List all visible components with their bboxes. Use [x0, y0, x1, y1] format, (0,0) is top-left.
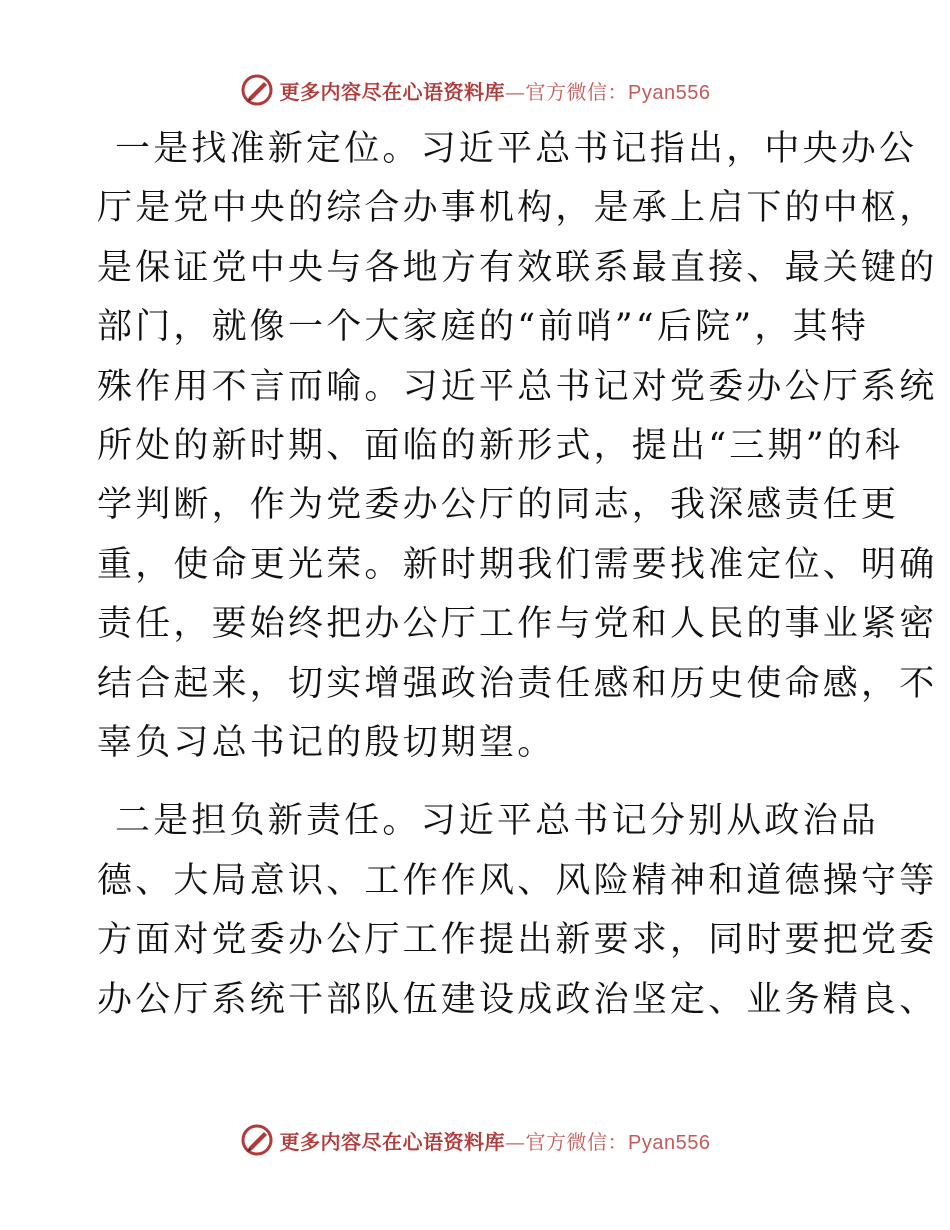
- document-body: [97, 120, 938, 1030]
- banner-text: [280, 1126, 711, 1155]
- banner-wechat-label: 官方微信：: [525, 79, 629, 104]
- paragraph-line: 厅是党中央的综合办事机构，是承上启下的中枢，: [97, 188, 938, 229]
- paragraph-line: 德、大局意识、工作作风、风险精神和道德操守等: [97, 860, 938, 901]
- paragraph-2: [97, 792, 938, 1030]
- paragraph-line: 责任，要始终把办公厅工作与党和人民的事业紧密: [97, 604, 938, 645]
- pen-logo-icon: [240, 1123, 274, 1157]
- banner-wechat-label: 官方微信：: [525, 1129, 629, 1154]
- pen-logo-icon: [240, 73, 274, 107]
- paragraph-line: 一是找准新定位。习近平总书记指出，中央办公: [115, 129, 918, 169]
- banner-text: [280, 76, 711, 105]
- paragraph-line: 方面对党委办公厅工作提出新要求，同时要把党委: [97, 920, 938, 961]
- paragraph-line: 是保证党中央与各地方有效联系最直接、最关键的: [97, 247, 938, 288]
- paragraph-line: 殊作用不言而喻。习近平总书记对党委办公厅系统: [97, 366, 938, 407]
- footer-banner: [0, 1120, 950, 1160]
- paragraph-line: 学判断，作为党委办公厅的同志，我深感责任更: [97, 485, 900, 526]
- paragraph-1: [97, 120, 938, 773]
- banner-wechat-id: Pyan556: [628, 1131, 711, 1154]
- paragraph-line: 部门，就像一个大家庭的“前哨”“后院”，其特: [97, 307, 869, 348]
- paragraph-line: 办公厅系统干部队伍建设成政治坚定、业务精良、: [97, 979, 938, 1020]
- paragraph-line: 所处的新时期、面临的新形式，提出“三期”的科: [97, 426, 904, 467]
- header-banner: [0, 70, 950, 110]
- banner-main-text: 更多内容尽在心语资料库: [279, 79, 506, 104]
- banner-main-text: 更多内容尽在心语资料库: [279, 1129, 506, 1154]
- paragraph-line: 辜负习总书记的殷切期望。: [97, 723, 556, 764]
- banner-wechat-id: Pyan556: [628, 81, 711, 104]
- paragraph-line: 结合起来，切实增强政治责任感和历史使命感，不: [97, 663, 938, 704]
- banner-dash: —: [505, 79, 526, 104]
- banner-dash: —: [505, 1129, 526, 1154]
- paragraph-line: 重，使命更光荣。新时期我们需要找准定位、明确: [97, 544, 938, 585]
- paragraph-line: 二是担负新责任。习近平总书记分别从政治品: [115, 801, 880, 842]
